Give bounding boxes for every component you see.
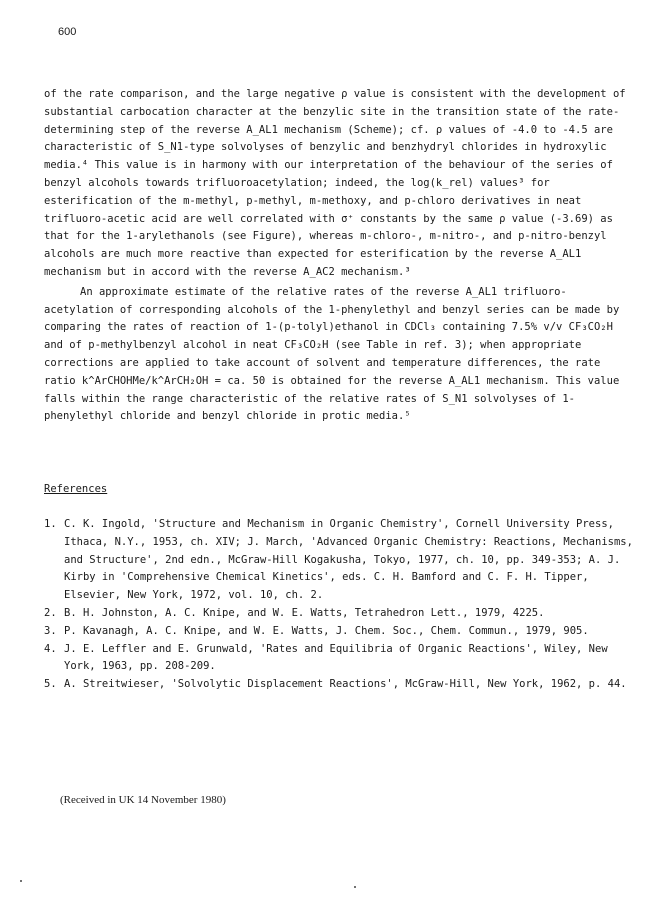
reference-item: [44, 623, 634, 641]
references-list: [44, 516, 640, 694]
paragraph-2: An approximate estimate of the relative rates of the reverse A_AL1 trifluoro-acetylation of corresponding alcohols of the 1-phenylethyl and benzyl series can be made by comparing the rates of reaction of 1-(p-tolyl)ethanol in CDCl₃ containing 7.5% v/v CF₃CO₂H and of p-methylbenzyl alcohol in neat CF₃CO₂H (see Table in ref. 3); when appropriate corrections are applied to take account of solvent and temperature differences, the rate ratio k^ArCHOHMe/k^ArCH₂OH = ca. 50 is obtained for the reverse A_AL1 mechanism. This value falls within the range characteristic of the relative rates of S_N1 solvolyses of 1-phenylethyl chloride and benzyl chloride in protic media.⁵: [44, 285, 626, 423]
reference-text: P. Kavanagh, A. C. Knipe, and W. E. Watts, J. Chem. Soc., Chem. Commun., 1979, 905.: [64, 624, 589, 637]
reference-number: 3.: [44, 624, 57, 637]
page-number: 600: [58, 26, 77, 38]
reference-number: 5.: [44, 678, 57, 691]
reference-text: J. E. Leffler and E. Grunwald, 'Rates and Equilibria of Organic Reactions', Wiley, New York, 1963, pp. 208-209.: [64, 642, 614, 673]
body-text: [44, 86, 630, 426]
reference-text: C. K. Ingold, 'Structure and Mechanism in Organic Chemistry', Cornell University Press, Ithaca, N.Y., 1953, ch. XIV; J. March, 'Advanced Organic Chemistry: Reactions, Mechanisms, and Structure', 2nd edn., McGraw-Hill Kogakusha, Tokyo, 1977, ch. 10, pp. 349-353; A. J. Kirby in 'Comprehensive Chemical Kinetics', eds. C. H. Bamford and C. F. H. Tipper, Elsevier, New York, 1972, vol. 10, ch. 2.: [64, 518, 640, 602]
reference-item: [44, 605, 634, 623]
references-heading: References: [44, 483, 108, 495]
paragraph-1: of the rate comparison, and the large negative ρ value is consistent with the development of substantial carbocation character at the benzylic site in the transition state of the rate-determining step of the reverse A_AL1 mechanism (Scheme); cf. ρ values of -4.0 to -4.5 are characteristic of S_N1-type solvolyses of benzylic and benzhydryl chlorides in hydroxylic media.⁴ This value is in harmony with our interpretation of the behaviour of the series of benzyl alcohols towards trifluoroacetylation; indeed, the log(k_rel) values³ for esterification of the m-methyl, p-methyl, m-methoxy, and p-chloro derivatives in neat trifluoro-acetic acid are well correlated with σ⁺ constants by the same ρ value (-3.69) as that for the 1-arylethanols (see Figure), whereas m-chloro-, m-nitro-, and p-nitro-benzyl alcohols are much more reactive than expected for esterification by the reverse A_AL1 mechanism but in accord with the reverse A_AC2 mechanism.³: [44, 88, 632, 278]
reference-item: [44, 641, 634, 677]
reference-number: 1.: [44, 518, 57, 530]
reference-item: [44, 516, 640, 605]
reference-number: 4.: [44, 642, 57, 655]
reference-text: B. H. Johnston, A. C. Knipe, and W. E. Watts, Tetrahedron Lett., 1979, 4225.: [64, 606, 545, 619]
received-date: (Received in UK 14 November 1980): [60, 794, 226, 806]
scan-speck: [354, 886, 356, 888]
scan-speck: [20, 880, 22, 882]
reference-number: 2.: [44, 606, 57, 619]
reference-item: [44, 676, 634, 694]
reference-text: A. Streitwieser, 'Solvolytic Displacement Reactions', McGraw-Hill, New York, 1962, p. 44.: [64, 678, 627, 691]
